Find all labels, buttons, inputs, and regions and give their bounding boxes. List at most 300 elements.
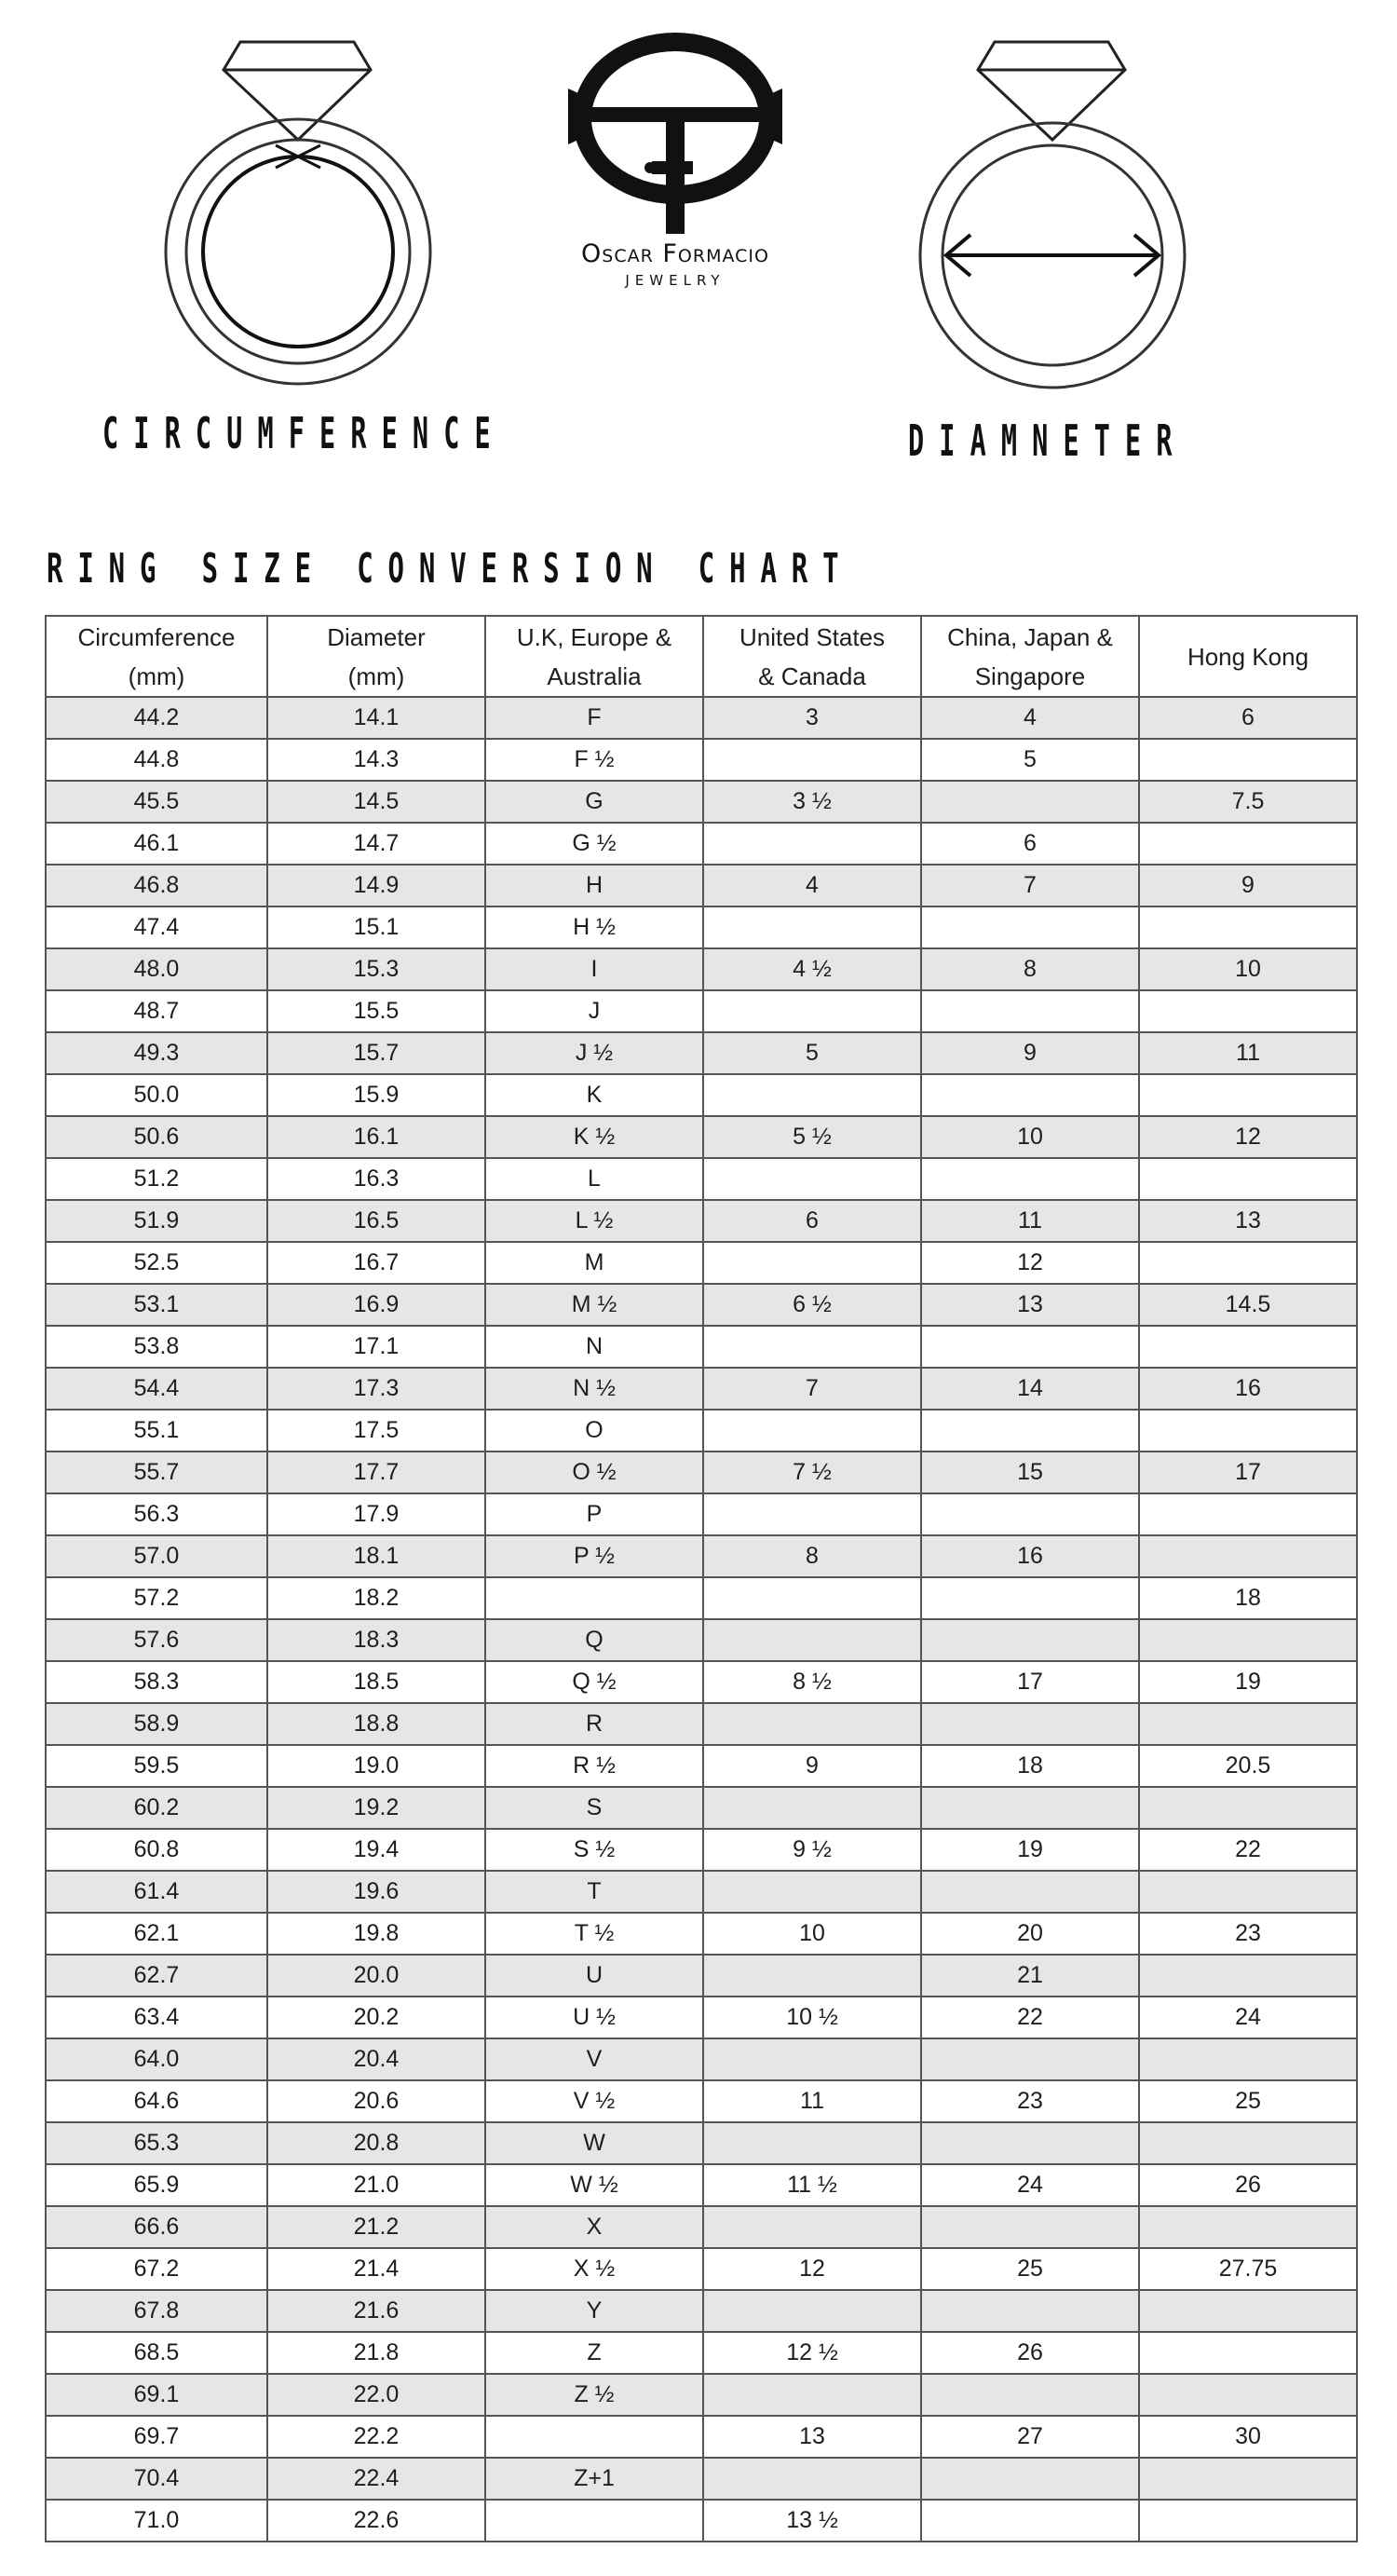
table-cell [703,1787,921,1829]
table-cell: W ½ [485,2164,703,2206]
table-cell: 7 ½ [703,1452,921,1493]
table-cell: 16 [1139,1368,1357,1410]
table-cell: 22.4 [267,2458,485,2500]
circumference-label: CIRCUMFERENCE [102,408,506,458]
table-row [46,2290,1357,2332]
column-header-line: Singapore [974,661,1086,690]
table-cell: 53.8 [46,1326,267,1368]
column-header-line: Diameter [327,622,426,651]
table-cell: 19 [921,1829,1139,1871]
table-row [46,1493,1357,1535]
table-row [46,2500,1357,2542]
table-cell: L ½ [485,1200,703,1242]
table-cell: 22.0 [267,2374,485,2416]
table-cell: 51.2 [46,1158,267,1200]
table-cell: 62.1 [46,1913,267,1955]
column-header-line: Circumference [77,622,236,651]
table-cell: 3 ½ [703,781,921,823]
table-cell: 58.3 [46,1661,267,1703]
table-cell: 46.8 [46,865,267,906]
table-row [46,990,1357,1032]
table-cell: 71.0 [46,2500,267,2542]
table-cell [1139,1955,1357,1997]
ring-size-table [45,615,1358,2542]
table-cell: 46.1 [46,823,267,865]
table-cell: 7 [703,1368,921,1410]
table-cell: 69.1 [46,2374,267,2416]
table-cell [703,823,921,865]
column-header-line: Hong Kong [1187,642,1309,671]
table-row [46,2458,1357,2500]
table-cell [703,2038,921,2080]
table-cell: 8 [703,1535,921,1577]
table-cell: 19.4 [267,1829,485,1871]
table-cell: 20.4 [267,2038,485,2080]
table-cell [1139,1535,1357,1577]
table-cell: 19.0 [267,1745,485,1787]
table-cell [1139,2500,1357,2542]
table-cell [1139,2038,1357,2080]
table-cell: 4 [703,865,921,906]
table-cell [921,2206,1139,2248]
column-header-line: Australia [547,661,642,690]
table-cell [485,2416,703,2458]
table-row [46,697,1357,739]
table-row [46,2332,1357,2374]
table-cell: Z ½ [485,2374,703,2416]
table-cell: 25 [921,2248,1139,2290]
table-cell: 8 [921,948,1139,990]
table-cell: 16.1 [267,1116,485,1158]
table-row [46,1326,1357,1368]
table-cell: 22.6 [267,2500,485,2542]
table-cell: 22 [1139,1829,1357,1871]
table-row [46,2164,1357,2206]
table-cell: 44.2 [46,697,267,739]
table-cell: T [485,1871,703,1913]
table-row [46,2374,1357,2416]
table-cell: 49.3 [46,1032,267,1074]
table-cell [703,1158,921,1200]
table-cell: 17.9 [267,1493,485,1535]
table-row [46,1410,1357,1452]
table-cell: 30 [1139,2416,1357,2458]
table-row [46,1284,1357,1326]
table-cell: W [485,2122,703,2164]
table-cell: 6 [703,1200,921,1242]
table-cell: N ½ [485,1368,703,1410]
table-cell: 10 [1139,948,1357,990]
table-cell: 15.7 [267,1032,485,1074]
table-cell: 6 ½ [703,1284,921,1326]
diameter-label: DIAMNETER [908,416,1187,466]
table-cell: 17.5 [267,1410,485,1452]
table-cell: Z [485,2332,703,2374]
table-row [46,1829,1357,1871]
table-cell: 13 [921,1284,1139,1326]
column-header [267,616,485,697]
table-cell: 6 [921,823,1139,865]
table-cell [485,1577,703,1619]
table-cell: 47.4 [46,906,267,948]
table-cell: 10 [921,1116,1139,1158]
table-row [46,1158,1357,1200]
table-cell [703,2290,921,2332]
table-cell: 13 [703,2416,921,2458]
table-cell: H [485,865,703,906]
table-cell: 9 [1139,865,1357,906]
brand-name: Oscar Formacio [581,239,769,268]
table-row [46,906,1357,948]
table-cell: 19.2 [267,1787,485,1829]
column-header-line: (mm) [347,661,405,690]
table-cell [921,1787,1139,1829]
table-cell: 14.1 [267,697,485,739]
table-cell: M [485,1242,703,1284]
table-cell: 6 [1139,697,1357,739]
table-cell: 44.8 [46,739,267,781]
table-cell: 62.7 [46,1955,267,1997]
table-body [46,697,1357,2542]
table-cell: 12 [703,2248,921,2290]
table-cell [1139,1242,1357,1284]
diameter-ring-diagram [885,28,1220,391]
table-cell [1139,1703,1357,1745]
table-row [46,1074,1357,1116]
table-cell: 4 ½ [703,948,921,990]
table-cell: 20.8 [267,2122,485,2164]
table-cell: 54.4 [46,1368,267,1410]
table-cell: 18 [1139,1577,1357,1619]
table-cell: 19.6 [267,1871,485,1913]
of-monogram-icon [559,33,792,238]
table-cell [703,1871,921,1913]
table-cell: T ½ [485,1913,703,1955]
table-cell: 60.2 [46,1787,267,1829]
table-cell [921,2500,1139,2542]
table-cell: U ½ [485,1997,703,2038]
table-cell: 24 [1139,1997,1357,2038]
table-cell: 12 [921,1242,1139,1284]
table-cell [1139,739,1357,781]
table-cell: G [485,781,703,823]
table-row [46,1368,1357,1410]
table-cell: F ½ [485,739,703,781]
table-row [46,1242,1357,1284]
table-cell: 23 [1139,1913,1357,1955]
table-cell: R [485,1703,703,1745]
table-row [46,823,1357,865]
table-cell: 67.8 [46,2290,267,2332]
table-cell: K ½ [485,1116,703,1158]
table-cell: 21.8 [267,2332,485,2374]
table-cell: 18.8 [267,1703,485,1745]
table-row [46,1116,1357,1158]
table-cell: 57.2 [46,1577,267,1619]
table-cell: G ½ [485,823,703,865]
table-cell: J [485,990,703,1032]
table-cell: 58.9 [46,1703,267,1745]
table-cell [703,1955,921,1997]
table-cell: 5 [703,1032,921,1074]
table-row [46,781,1357,823]
table-cell [1139,1410,1357,1452]
brand-tagline: JEWELRY [625,272,726,289]
column-header-line: & Canada [758,661,866,690]
table-cell: 18.2 [267,1577,485,1619]
table-cell: 16.3 [267,1158,485,1200]
table-cell: 5 ½ [703,1116,921,1158]
table-cell [921,1074,1139,1116]
table-cell [703,906,921,948]
table-cell: K [485,1074,703,1116]
table-cell [703,2458,921,2500]
table-cell: 69.7 [46,2416,267,2458]
column-header [703,616,921,697]
table-cell: 21.4 [267,2248,485,2290]
table-cell: S ½ [485,1829,703,1871]
table-cell [921,1577,1139,1619]
table-cell [1139,1158,1357,1200]
table-cell: 21.0 [267,2164,485,2206]
table-cell: 68.5 [46,2332,267,2374]
table-cell: 17.7 [267,1452,485,1493]
table-cell [1139,1871,1357,1913]
table-cell: 70.4 [46,2458,267,2500]
table-row [46,739,1357,781]
column-header-line: China, Japan & [947,622,1113,651]
table-row [46,1871,1357,1913]
table-cell [921,1619,1139,1661]
table-cell: 11 ½ [703,2164,921,2206]
table-row [46,865,1357,906]
table-cell [703,2374,921,2416]
brand-logo [549,33,801,303]
table-row [46,1745,1357,1787]
table-cell [921,2122,1139,2164]
table-cell: 11 [1139,1032,1357,1074]
table-cell: 64.0 [46,2038,267,2080]
table-cell: 18.5 [267,1661,485,1703]
table-cell: 51.9 [46,1200,267,1242]
table-cell: 14.7 [267,823,485,865]
table-cell: 25 [1139,2080,1357,2122]
table-cell: L [485,1158,703,1200]
table-cell: 45.5 [46,781,267,823]
table-cell: 63.4 [46,1997,267,2038]
column-header-line: U.K, Europe & [516,622,672,651]
table-cell: 12 ½ [703,2332,921,2374]
table-cell: 20.2 [267,1997,485,2038]
table-cell [703,1703,921,1745]
table-cell: 21.2 [267,2206,485,2248]
table-cell: 67.2 [46,2248,267,2290]
table-cell [921,990,1139,1032]
table-cell: 3 [703,697,921,739]
table-cell [1139,1074,1357,1116]
table-cell: 27 [921,2416,1139,2458]
table-cell: 7.5 [1139,781,1357,823]
table-cell: 15.5 [267,990,485,1032]
table-cell: 14 [921,1368,1139,1410]
table-cell: 20.6 [267,2080,485,2122]
table-cell [921,1703,1139,1745]
table-row [46,1955,1357,1997]
table-cell: 21.6 [267,2290,485,2332]
table-cell: 16.7 [267,1242,485,1284]
circumference-ring-diagram [130,28,466,391]
table-cell: 12 [1139,1116,1357,1158]
table-row [46,1787,1357,1829]
chart-title: RING SIZE CONVERSION CHART [47,545,854,593]
table-cell [921,2290,1139,2332]
table-cell [703,1619,921,1661]
table-row [46,1535,1357,1577]
table-cell: 4 [921,697,1139,739]
table-cell [921,781,1139,823]
table-cell: 22 [921,1997,1139,2038]
table-cell: 14.9 [267,865,485,906]
table-cell: V [485,2038,703,2080]
table-cell: 61.4 [46,1871,267,1913]
table-cell: 19.8 [267,1913,485,1955]
table-cell [921,1871,1139,1913]
table-row [46,1703,1357,1745]
table-row [46,2038,1357,2080]
column-header-line: (mm) [128,661,185,690]
table-cell: 22.2 [267,2416,485,2458]
table-row [46,1997,1357,2038]
table-cell: 5 [921,739,1139,781]
table-cell [703,990,921,1032]
table-cell: 17 [1139,1452,1357,1493]
table-cell: 55.7 [46,1452,267,1493]
table-cell: 17 [921,1661,1139,1703]
column-header-line: United States [739,622,886,651]
table-row [46,1661,1357,1703]
table-cell: 20.0 [267,1955,485,1997]
table-cell [1139,990,1357,1032]
table-cell: 9 [921,1032,1139,1074]
table-cell: 53.1 [46,1284,267,1326]
table-cell: 59.5 [46,1745,267,1787]
table-row [46,2416,1357,2458]
table-cell: X [485,2206,703,2248]
table-row [46,2206,1357,2248]
table-cell [921,1158,1139,1200]
table-cell: 20.5 [1139,1745,1357,1787]
table-cell: U [485,1955,703,1997]
table-cell: 15.1 [267,906,485,948]
table-cell [921,2458,1139,2500]
ring-icon [885,28,1220,391]
table-cell: V ½ [485,2080,703,2122]
table-cell [703,1577,921,1619]
table-cell [921,1326,1139,1368]
table-cell: X ½ [485,2248,703,2290]
table-row [46,1032,1357,1074]
table-cell [1139,1493,1357,1535]
table-cell: 57.6 [46,1619,267,1661]
table-cell: 48.0 [46,948,267,990]
table-row [46,1619,1357,1661]
table-cell: 66.6 [46,2206,267,2248]
table-cell [921,2038,1139,2080]
table-cell: N [485,1326,703,1368]
table-cell: 64.6 [46,2080,267,2122]
table-cell [1139,1619,1357,1661]
table-cell: 14.3 [267,739,485,781]
table-row [46,2248,1357,2290]
table-cell [1139,2332,1357,2374]
table-row [46,1452,1357,1493]
table-cell: 8 ½ [703,1661,921,1703]
table-cell: 65.3 [46,2122,267,2164]
table-cell [703,1493,921,1535]
table-cell: 19 [1139,1661,1357,1703]
table-cell [1139,1326,1357,1368]
table-cell: 10 [703,1913,921,1955]
table-cell [921,1410,1139,1452]
table-cell: 24 [921,2164,1139,2206]
table-cell: 17.1 [267,1326,485,1368]
table-cell: Q ½ [485,1661,703,1703]
ring-icon [130,28,466,391]
table-cell: O ½ [485,1452,703,1493]
table-cell [485,2500,703,2542]
table-cell: 65.9 [46,2164,267,2206]
table-cell [1139,2290,1357,2332]
table-cell: 16.5 [267,1200,485,1242]
table-cell [703,2206,921,2248]
column-header [921,616,1139,697]
table-cell: 57.0 [46,1535,267,1577]
table-cell: 9 ½ [703,1829,921,1871]
table-cell: 16 [921,1535,1139,1577]
table-cell [1139,2122,1357,2164]
table-row [46,2080,1357,2122]
table-cell: 60.8 [46,1829,267,1871]
table-cell [703,1326,921,1368]
table-cell: P ½ [485,1535,703,1577]
table-cell [921,2374,1139,2416]
table-cell: 18.3 [267,1619,485,1661]
column-header [46,616,267,697]
column-header [1139,616,1357,697]
table-row [46,1913,1357,1955]
table-cell: Q [485,1619,703,1661]
table-cell: 23 [921,2080,1139,2122]
table-cell: Y [485,2290,703,2332]
table-cell: 56.3 [46,1493,267,1535]
table-cell: 26 [921,2332,1139,2374]
table-cell: 15 [921,1452,1139,1493]
table-cell: 7 [921,865,1139,906]
table-cell: P [485,1493,703,1535]
table-cell [1139,1787,1357,1829]
table-cell: 48.7 [46,990,267,1032]
table-cell [1139,2458,1357,2500]
table-cell [703,1242,921,1284]
table-cell [1139,906,1357,948]
table-cell: 20 [921,1913,1139,1955]
table-cell: 15.9 [267,1074,485,1116]
table-cell: 11 [921,1200,1139,1242]
table-cell: 9 [703,1745,921,1787]
table-cell: 50.0 [46,1074,267,1116]
table-cell: 18 [921,1745,1139,1787]
table-cell: 10 ½ [703,1997,921,2038]
